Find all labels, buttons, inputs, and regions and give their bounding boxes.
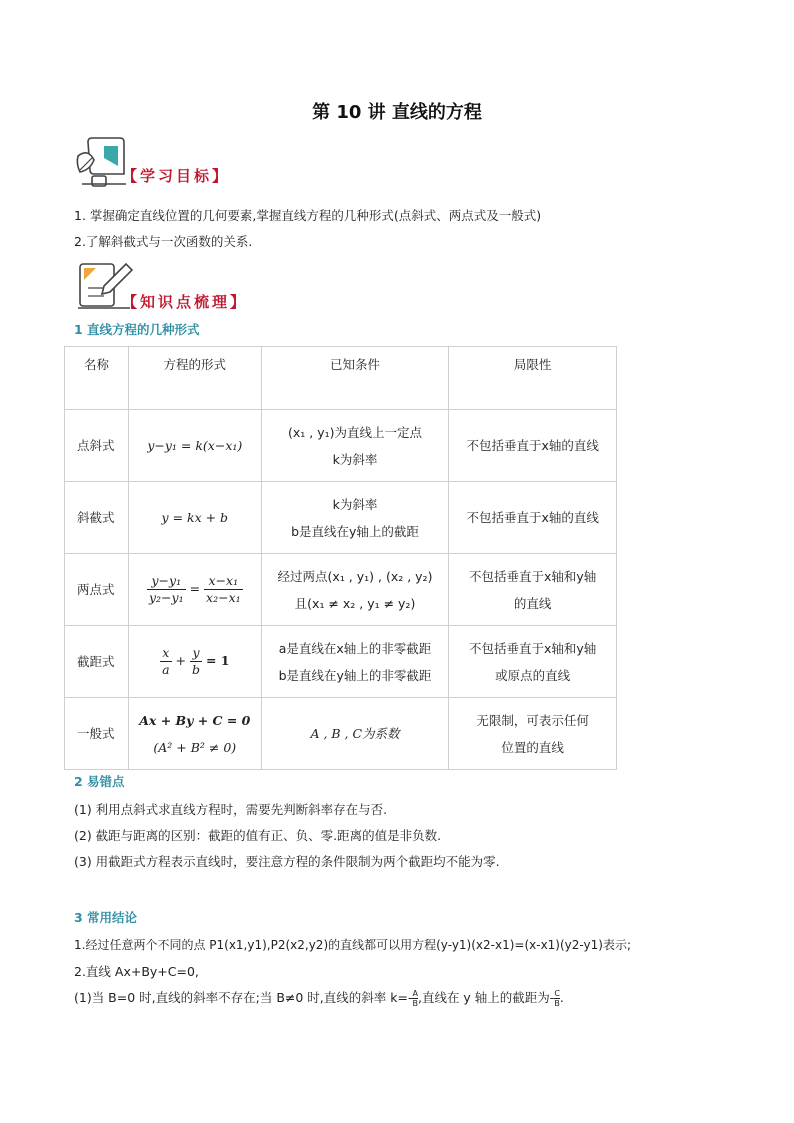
table-row [65, 410, 617, 482]
row-name: 点斜式 [65, 410, 129, 482]
row-name: 两点式 [65, 554, 129, 626]
row-formula: $\frac{x}{a}$ + $\frac{y}{b}$ = 1 [128, 626, 261, 698]
conclusion-line-1: 1.经过任意两个不同的点 P1(x1,y1),P2(x2,y2)的直线都可以用方程(y-y1)(x2-x1)=(x-x1)(y2-y1)表示; [74, 938, 631, 952]
row-limitation [449, 698, 617, 770]
equation-forms-table [64, 346, 617, 770]
limitation-line: 不包括垂直于x轴和y轴 [469, 640, 597, 656]
condition-line: k为斜率 [332, 451, 378, 467]
row-formula: y−y₁ = k(x−x₁) [128, 410, 261, 482]
conclusion-line-2: 2.直线 Ax+By+C=0, [74, 964, 199, 979]
row-name: 斜截式 [65, 482, 129, 554]
page-title: 第 10 讲 直线的方程 [312, 102, 482, 123]
condition-line: k为斜率 [332, 496, 378, 512]
fraction: $\frac{x}{a}$ [162, 645, 170, 677]
objective-item-2: 2.了解斜截式与一次函数的关系. [74, 234, 253, 249]
fraction: $\frac{y}{b}$ [191, 645, 200, 677]
row-condition [261, 482, 449, 554]
section2-title: 2 易错点 [74, 774, 125, 789]
fraction: $\frac{A}{B}$ [412, 989, 418, 1008]
condition-line: 经过两点(x₁ , y₁) , (x₂ , y₂) [277, 568, 433, 584]
limitation-line: 或原点的直线 [495, 667, 571, 683]
row-formula: Ax + By + C = 0 (A² + B² ≠ 0) [128, 698, 261, 770]
row-name: 截距式 [65, 626, 129, 698]
condition-line: 且(x₁ ≠ x₂ , y₁ ≠ y₂) [294, 595, 416, 611]
objectives-header: 【学习目标】 [122, 167, 231, 185]
row-limitation [449, 626, 617, 698]
header-name: 名称 [65, 347, 129, 410]
conclusion-line-3: (1)当 B=0 时,直线的斜率不存在;当 B≠0 时,直线的斜率 k=- $\frac{A}{B}$ ,直线在 y 轴上的截距为- $\frac{C}{B}$ . [74, 989, 564, 1008]
condition-line: (x₁ , y₁)为直线上一定点 [288, 424, 422, 440]
row-condition [261, 626, 449, 698]
limitation-line: 的直线 [513, 595, 552, 611]
fraction: $\frac{C}{B}$ [554, 989, 560, 1008]
row-limitation: 不包括垂直于x轴的直线 [449, 482, 617, 554]
fraction: $\frac{\text{y−y₁}}{\text{y₂−y₁}}$ [148, 573, 184, 605]
limitation-line: 不包括垂直于x轴和y轴 [469, 568, 597, 584]
pitfall-item: (2) 截距与距离的区别：截距的值有正、负、零.距离的值是非负数. [74, 828, 442, 843]
table-row [65, 626, 617, 698]
fraction: $\frac{\text{x−x₁}}{\text{x₂−x₁}}$ [206, 573, 241, 605]
row-formula: $\frac{\text{y−y₁}}{\text{y₂−y₁}}$ = $\frac{\text{x−x₁}}{\text{x₂−x₁}}$ [128, 554, 261, 626]
knowledge-header: 【知识点梳理】 [122, 293, 249, 311]
condition-line: b是直线在y轴上的非零截距 [278, 667, 432, 683]
condition-line: a是直线在x轴上的非零截距 [278, 640, 432, 656]
table-row [65, 554, 617, 626]
condition-line: b是直线在y轴上的截距 [291, 523, 419, 539]
table-row [65, 482, 617, 554]
row-condition: A , B , C为系数 [261, 698, 449, 770]
row-condition [261, 410, 449, 482]
row-limitation: 不包括垂直于x轴的直线 [449, 410, 617, 482]
table-row [65, 698, 617, 770]
pitfall-item: (3) 用截距式方程表示直线时，要注意方程的条件限制为两个截距均不能为零. [74, 854, 500, 869]
section3-title: 3 常用结论 [74, 910, 138, 925]
pitfall-item: (1) 利用点斜式求直线方程时，需要先判断斜率存在与否. [74, 802, 388, 817]
header-form: 方程的形式 [128, 347, 261, 410]
header-limitation: 局限性 [449, 347, 617, 410]
row-limitation [449, 554, 617, 626]
limitation-line: 无限制，可表示任何 [476, 712, 589, 728]
objective-item-1: 1. 掌握确定直线位置的几何要素,掌握直线方程的几种形式(点斜式、两点式及一般式) [74, 208, 542, 223]
limitation-line: 位置的直线 [501, 739, 564, 755]
row-name: 一般式 [65, 698, 129, 770]
row-formula: y = kx + b [128, 482, 261, 554]
table-header-row [65, 347, 617, 410]
row-condition [261, 554, 449, 626]
section1-title: 1 直线方程的几种形式 [74, 322, 200, 337]
header-condition: 已知条件 [261, 347, 449, 410]
